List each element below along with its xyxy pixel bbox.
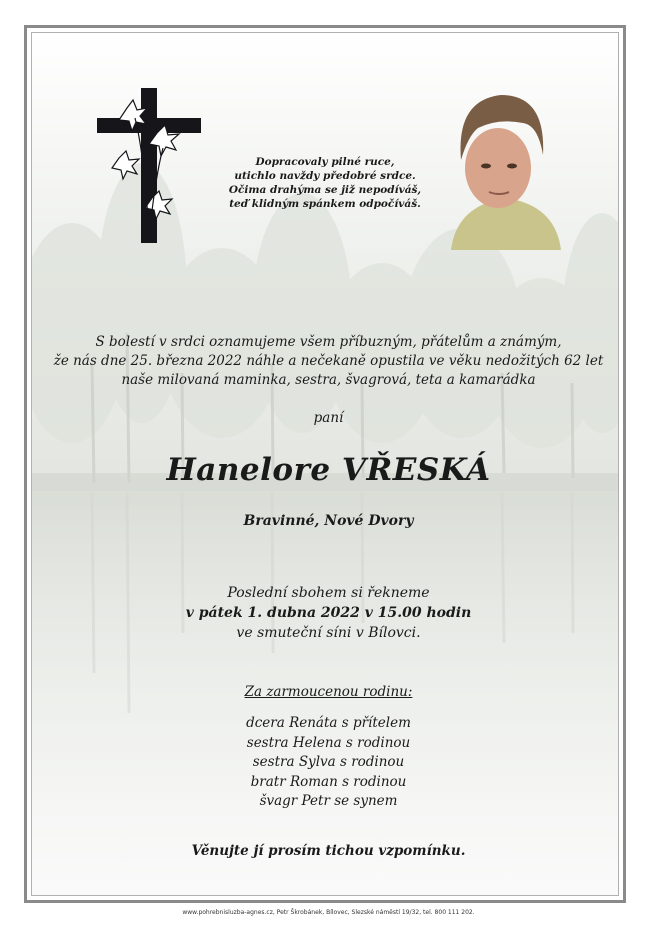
verse xyxy=(195,155,455,211)
family-list xyxy=(0,714,657,812)
family-member: sestra Helena s rodinou xyxy=(246,734,411,751)
deceased-name: Hanelore VŘESKÁ xyxy=(166,452,491,488)
family-member: bratr Roman s rodinou xyxy=(250,773,407,790)
verse-line: Dopracovaly pilné ruce, xyxy=(255,156,395,168)
family-member: dcera Renáta s přítelem xyxy=(246,715,411,731)
funeral-line: Poslední sbohem si řekneme xyxy=(227,585,430,601)
announcement xyxy=(0,333,657,390)
family-heading: Za zarmoucenou rodinu: xyxy=(244,684,413,700)
portrait-photo xyxy=(436,80,566,250)
verse-line: Očima drahýma se již nepodíváš, xyxy=(228,184,422,196)
funeral-datetime: v pátek 1. dubna 2022 v 15.00 hodin xyxy=(185,605,472,621)
honorific: paní xyxy=(313,410,344,426)
funeral-location: ve smuteční síni v Bílovci. xyxy=(236,625,421,641)
announcement-line: že nás dne 25. března 2022 náhle a nečekaně opustila ve věku nedožitých 62 let xyxy=(53,353,604,369)
announcement-line: S bolestí v srdci oznamujeme všem příbuzným, přátelům a známým, xyxy=(95,334,562,350)
footer-credit: www.pohrebnisluzba-agnes.cz, Petr Škrobánek, Bílovec, Slezské náměstí 19/32, tel. 800 111 202. xyxy=(182,909,475,916)
family-member: sestra Sylva s rodinou xyxy=(252,754,405,770)
verse-line: teď klidným spánkem odpočíváš. xyxy=(229,198,421,210)
closing-line: Věnujte jí prosím tichou vzpomínku. xyxy=(191,843,466,859)
verse-line: utichlo navždy předobré srdce. xyxy=(234,170,416,182)
cross-with-lilies-icon xyxy=(97,88,201,243)
residence: Bravinné, Nové Dvory xyxy=(243,513,414,529)
family-member: švagr Petr se synem xyxy=(259,793,398,809)
funeral-details xyxy=(0,583,657,643)
announcement-line: naše milovaná maminka, sestra, švagrová, teta a kamarádka xyxy=(121,372,536,388)
